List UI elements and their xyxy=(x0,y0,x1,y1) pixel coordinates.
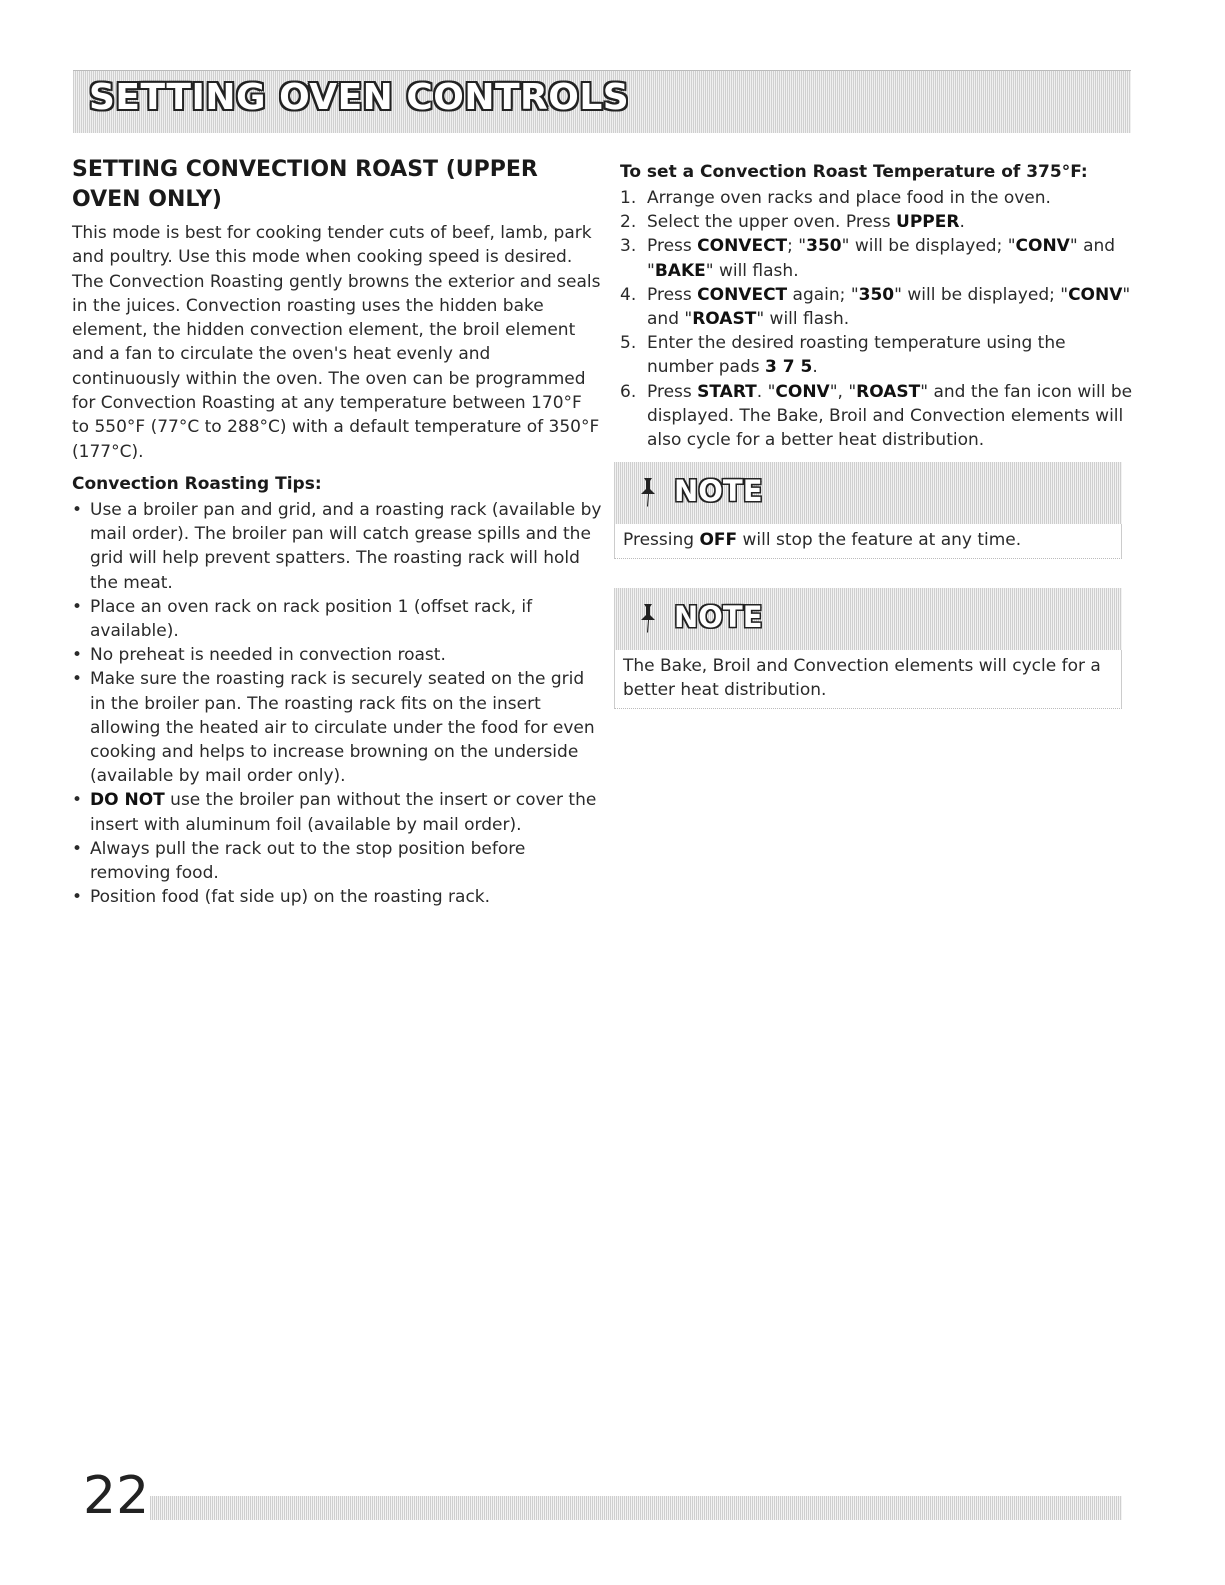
bold-keyword: CONVECT xyxy=(697,236,788,257)
text-run: " will be displayed; " xyxy=(841,236,1016,257)
pushpin-icon xyxy=(636,476,660,508)
list-item xyxy=(620,210,1135,234)
do-not-label: DO NOT xyxy=(90,790,165,811)
bold-keyword: ROAST xyxy=(692,309,757,330)
header-band xyxy=(73,70,1131,133)
left-column xyxy=(72,155,602,909)
text-run: Arrange oven racks and place food in the oven. xyxy=(647,188,1051,208)
pushpin-icon xyxy=(636,602,660,634)
step-number: 5. xyxy=(620,333,637,354)
list-item xyxy=(620,186,1135,210)
list-item: • Position food (fat side up) on the roasting rack. xyxy=(72,885,602,909)
bold-keyword: ROAST xyxy=(856,381,921,402)
list-item: • Place an oven rack on rack position 1 (offset rack, if available). xyxy=(72,595,602,643)
note-box-2 xyxy=(614,588,1122,709)
list-item: • Use a broiler pan and grid, and a roasting rack (available by mail order). The broiler pan will catch grease spills and the grid will help prevent spatters. The roasting rack will hold the meat. xyxy=(72,498,602,595)
text-run: " and " xyxy=(647,284,1131,330)
section-title: SETTING CONVECTION ROAST (UPPER OVEN ONLY) xyxy=(72,157,538,212)
footer-band xyxy=(150,1496,1122,1520)
list-item xyxy=(620,380,1135,453)
intro-paragraph: This mode is best for cooking tender cuts of beef, lamb, park and poultry. Use this mode when cooking speed is desired. The Convection Roasting gently browns the exterior and seals in the juices. Convection roasting uses the hidden bake element, the hidden convection element, the broil element and a fan to circulate the oven's heat evenly and continuously within the oven. The oven can be programmed for Convection Roasting at any temperature between 170°F to 550°F (77°C to 288°C) with a default temperature of 350°F (177°C). xyxy=(72,223,601,462)
bold-keyword: CONVECT xyxy=(697,284,788,305)
step-number: 2. xyxy=(620,212,637,233)
note-header xyxy=(614,462,1122,524)
bold-keyword: 350 xyxy=(806,236,842,257)
page-number: 22 xyxy=(83,1466,150,1526)
tips-title: Convection Roasting Tips: xyxy=(72,473,322,494)
list-item: • No preheat is needed in convection roast. xyxy=(72,643,602,667)
bold-keyword: START xyxy=(697,381,757,402)
bold-keyword: 350 xyxy=(858,284,895,305)
step-number: 6. xyxy=(620,381,637,402)
list-item: • Make sure the roasting rack is securely seated on the grid in the broiler pan. The roasting rack fits on the insert allowing the heated air to circulate under the food for even cooking and helps to increase browning on the underside (available by mail order only). xyxy=(72,667,602,788)
text-run: Enter the desired roasting temperature using the number pads xyxy=(647,333,1066,378)
text-run: . " xyxy=(756,381,776,402)
text-run: The Bake, Broil and Convection elements will cycle for a better heat distribution. xyxy=(623,656,1101,700)
list-item xyxy=(620,283,1135,331)
note-box-1 xyxy=(614,462,1122,559)
list-item xyxy=(72,788,602,836)
text-run: " and " xyxy=(647,236,1116,281)
note-label: NOTE xyxy=(674,600,763,634)
steps-list xyxy=(620,186,1135,452)
bold-keyword: OFF xyxy=(699,530,738,550)
list-item: • Always pull the rack out to the stop position before removing food. xyxy=(72,837,602,885)
text-run: Press xyxy=(647,284,698,305)
text-run: . xyxy=(959,212,965,233)
bold-keyword: CONV xyxy=(1068,284,1123,305)
note-text xyxy=(614,650,1122,709)
tips-list xyxy=(72,498,602,909)
step-number: 1. xyxy=(620,188,637,208)
text-run: . xyxy=(812,357,818,378)
text-run: " will be displayed; " xyxy=(894,284,1069,305)
bold-keyword: CONV xyxy=(775,381,830,402)
text-run: Press xyxy=(647,236,698,257)
text-run: " will flash. xyxy=(756,309,850,330)
text-run: ; " xyxy=(787,236,807,257)
page-title: SETTING OVEN CONTROLS xyxy=(89,77,630,118)
step-number: 3. xyxy=(620,236,637,257)
text-run: will stop the feature at any time. xyxy=(737,530,1022,550)
note-header xyxy=(614,588,1122,650)
text-run: Select the upper oven. Press xyxy=(647,212,897,233)
text-run: again; " xyxy=(787,284,859,305)
bold-keyword: CONV xyxy=(1015,236,1070,257)
note-label: NOTE xyxy=(674,474,763,508)
text-run: " and the fan icon will be displayed. The Bake, Broil and Convection elements will also cycle for a better heat distribution. xyxy=(647,381,1133,451)
bold-keyword: UPPER xyxy=(896,212,960,233)
tip-text: use the broiler pan without the insert or cover the insert with aluminum foil (available by mail order). xyxy=(90,790,597,835)
bold-keyword: 3 7 5 xyxy=(765,357,813,378)
list-item xyxy=(620,234,1135,282)
step-number: 4. xyxy=(620,284,637,305)
text-run: Pressing xyxy=(623,530,700,550)
bold-keyword: BAKE xyxy=(654,260,706,281)
text-run: Press xyxy=(647,381,698,402)
steps-title: To set a Convection Roast Temperature of 375°F: xyxy=(620,162,1088,182)
list-item xyxy=(620,331,1135,379)
text-run: " will flash. xyxy=(705,260,799,281)
note-text xyxy=(614,524,1122,559)
right-column xyxy=(620,160,1135,452)
text-run: ", " xyxy=(829,381,857,402)
